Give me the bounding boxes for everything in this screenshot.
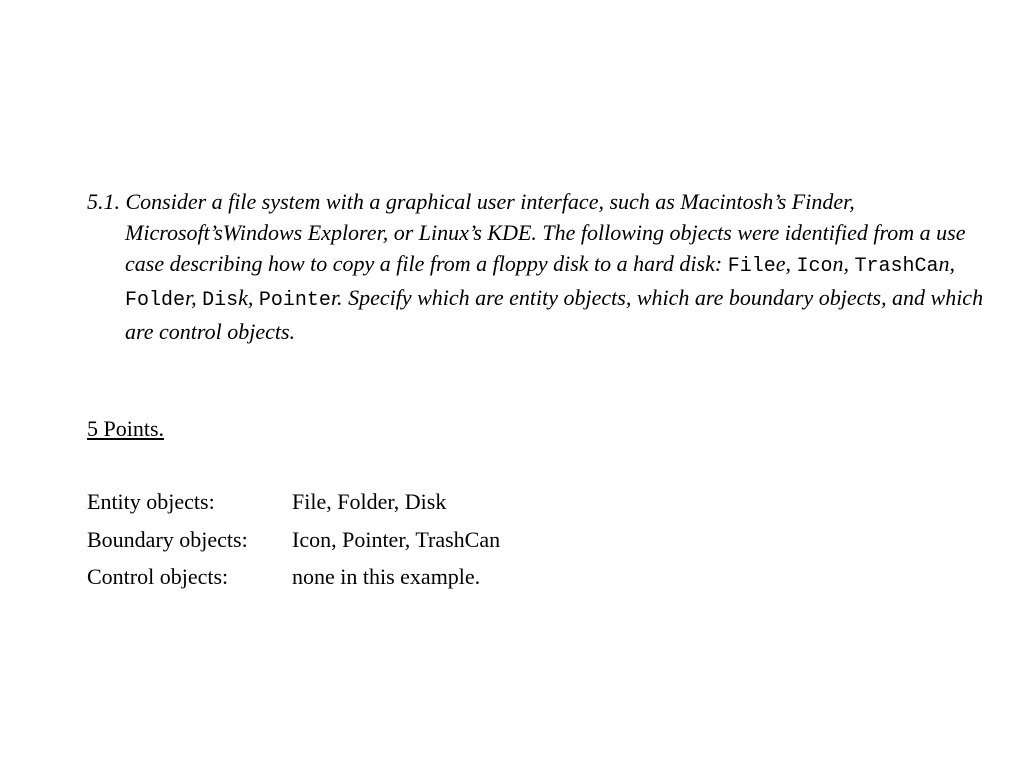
object-name-suffix: e, [775, 251, 797, 276]
object-name-suffix: r. [330, 285, 349, 310]
object-name-suffix: n, [938, 251, 955, 276]
answer-label: Entity objects: [87, 489, 215, 514]
answers-list [87, 486, 500, 599]
answer-row-entity [87, 486, 500, 524]
answer-label: Boundary objects: [87, 526, 248, 552]
answer-label: Control objects: [87, 564, 229, 589]
answer-value: File, Folder, Disk [292, 489, 447, 514]
object-name-mono: TrashCa [854, 255, 939, 278]
object-name-suffix: n, [832, 251, 855, 276]
answer-row-control [87, 561, 500, 599]
question-number: 5.1. [87, 189, 120, 214]
object-name-mono: Ico [796, 255, 833, 278]
object-name-mono: Folde [125, 289, 186, 312]
question-paragraph [87, 186, 985, 347]
answer-row-boundary [87, 524, 500, 562]
answer-value: Icon, Pointer, TrashCan [292, 526, 501, 552]
points-label: 5 Points. [87, 416, 165, 441]
object-name-mono: Pointe [258, 289, 331, 312]
object-name-mono: Dis [202, 289, 239, 312]
object-name-suffix: k, [238, 285, 259, 310]
answer-value: none in this example. [292, 564, 481, 589]
object-name-suffix: r, [185, 285, 203, 310]
question-outro-text: Specify which are entity objects, which are boundary objects, and which are control objects. [125, 285, 984, 344]
object-name-mono: File [727, 255, 776, 278]
question-intro-text: Consider a file system with a graphical user interface, such as Macintosh’s Finder, Microsoft’sWindows Explorer, or Linux’s KDE. The following objects were identified from a use case describing how to copy a file from a floppy disk to a hard disk: [125, 189, 966, 276]
